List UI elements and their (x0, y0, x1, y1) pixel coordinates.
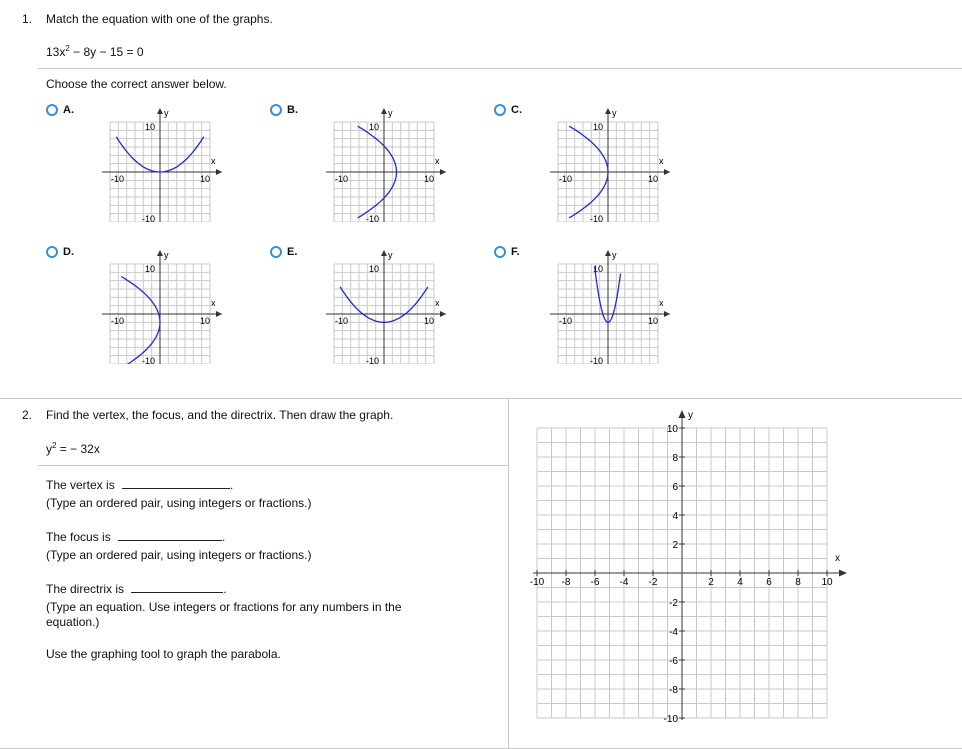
x-axis-arrow (839, 570, 847, 577)
x-tick-label: 10 (424, 174, 435, 184)
q1-eq-pre: 13x (46, 45, 66, 59)
x-axis-arrow (440, 311, 446, 317)
x-tick-label: -10 (335, 174, 349, 184)
q1-equation (46, 45, 144, 59)
x-axis-arrow (216, 169, 222, 175)
graph-tool-instruction: Use the graphing tool to graph the parabola. (46, 647, 281, 661)
x-axis-arrow (664, 169, 670, 175)
y-axis-label: y (164, 250, 169, 260)
y-axis-arrow (381, 250, 387, 256)
radio-a[interactable] (46, 104, 58, 116)
x-axis-label: x (659, 156, 664, 166)
focus-row (46, 528, 225, 544)
x-axis-label: x (835, 553, 840, 564)
x-tick-label: -10 (559, 174, 573, 184)
y-tick-label: 10 (145, 122, 156, 132)
focus-input[interactable] (118, 528, 222, 541)
y-tick-label: -6 (669, 656, 678, 667)
option-e[interactable] (270, 246, 297, 258)
x-tick-label: 2 (708, 577, 714, 588)
focus-period: . (222, 530, 226, 544)
option-a[interactable] (46, 104, 74, 116)
y-axis-label: y (164, 108, 169, 118)
y-tick-label: -8 (669, 685, 678, 696)
y-axis-arrow (605, 108, 611, 114)
x-tick-label: 10 (424, 316, 435, 326)
y-tick-label: -10 (590, 356, 604, 364)
x-tick-label: -8 (561, 577, 571, 588)
option-b-label: B. (287, 104, 298, 116)
x-tick-label: -10 (111, 174, 125, 184)
x-axis-label: x (211, 156, 216, 166)
vertex-label: The vertex is (46, 478, 115, 492)
y-tick-label: -10 (142, 356, 156, 364)
directrix-label: The directrix is (46, 582, 125, 596)
x-axis-arrow (216, 311, 222, 317)
option-b[interactable] (270, 104, 298, 116)
y-axis-label: y (612, 108, 617, 118)
q1-divider (38, 68, 962, 69)
parabola-graphing-area[interactable] (520, 406, 850, 732)
y-axis-label: y (688, 410, 693, 421)
q1-number: 1. (22, 12, 33, 26)
option-a-graph (96, 104, 228, 222)
option-f[interactable] (494, 246, 520, 258)
option-e-graph (320, 246, 452, 364)
vertex-period: . (230, 478, 234, 492)
radio-d[interactable] (46, 246, 58, 258)
y-axis-arrow (157, 250, 163, 256)
x-tick-label: 10 (648, 316, 659, 326)
q2-eq-post: = − 32x (56, 442, 100, 456)
option-d-label: D. (63, 246, 74, 258)
directrix-row (46, 580, 227, 596)
focus-hint: (Type an ordered pair, using integers or fractions.) (46, 548, 312, 562)
x-axis-label: x (659, 298, 664, 308)
radio-c[interactable] (494, 104, 506, 116)
x-tick-label: 10 (200, 174, 211, 184)
x-axis-label: x (435, 298, 440, 308)
y-tick-label: 10 (666, 424, 678, 435)
focus-label: The focus is (46, 530, 111, 544)
option-d[interactable] (46, 246, 74, 258)
y-tick-label: 10 (593, 264, 604, 274)
option-f-graph (544, 246, 676, 364)
option-d-graph (96, 246, 228, 364)
option-c-graph (544, 104, 676, 222)
q1-choose-text: Choose the correct answer below. (46, 77, 227, 91)
q1-eq-post: − 8y − 15 = 0 (69, 45, 144, 59)
y-tick-label: 10 (369, 264, 380, 274)
q2-divider (38, 465, 508, 466)
radio-f[interactable] (494, 246, 506, 258)
y-tick-label: -10 (590, 214, 604, 222)
directrix-hint-1: (Type an equation. Use integers or fractions for any numbers in the (46, 600, 402, 614)
x-axis-arrow (440, 169, 446, 175)
x-tick-label: 10 (648, 174, 659, 184)
directrix-period: . (223, 582, 227, 596)
x-tick-label: -10 (335, 316, 349, 326)
x-tick-label: -10 (529, 577, 545, 588)
y-axis-arrow (679, 410, 686, 418)
q2-vertical-divider (508, 398, 509, 749)
x-axis-label: x (211, 298, 216, 308)
y-tick-label: 6 (672, 482, 678, 493)
x-axis-label: x (435, 156, 440, 166)
option-f-label: F. (511, 246, 520, 258)
y-tick-label: 10 (593, 122, 604, 132)
x-tick-label: -2 (648, 577, 658, 588)
x-tick-label: 10 (821, 577, 833, 588)
option-c-label: C. (511, 104, 522, 116)
x-tick-label: 10 (200, 316, 211, 326)
x-axis-arrow (664, 311, 670, 317)
radio-b[interactable] (270, 104, 282, 116)
y-axis-arrow (381, 108, 387, 114)
x-tick-label: -10 (559, 316, 573, 326)
y-tick-label: -10 (142, 214, 156, 222)
option-e-label: E. (287, 246, 298, 258)
y-axis-label: y (388, 250, 393, 260)
q2-equation (46, 442, 100, 456)
y-tick-label: 4 (672, 511, 678, 522)
vertex-hint: (Type an ordered pair, using integers or fractions.) (46, 496, 312, 510)
option-c[interactable] (494, 104, 522, 116)
option-a-label: A. (63, 104, 74, 116)
y-axis-arrow (605, 250, 611, 256)
y-tick-label: -4 (669, 627, 678, 638)
y-tick-label: 10 (369, 122, 380, 132)
y-tick-label: -10 (663, 714, 678, 725)
x-tick-label: -6 (590, 577, 600, 588)
q1-eq-exp: 2 (65, 44, 70, 53)
y-tick-label: 10 (145, 264, 156, 274)
directrix-hint-2: equation.) (46, 615, 100, 629)
y-tick-label: -10 (366, 214, 380, 222)
x-tick-label: 8 (795, 577, 801, 588)
directrix-input[interactable] (131, 580, 223, 593)
y-tick-label: -2 (669, 598, 678, 609)
y-tick-label: 2 (672, 540, 678, 551)
radio-e[interactable] (270, 246, 282, 258)
q2-eq-exp: 2 (52, 441, 57, 450)
x-tick-label: 4 (737, 577, 743, 588)
q2-number: 2. (22, 408, 33, 422)
q1-prompt: Match the equation with one of the graphs. (46, 12, 273, 26)
vertex-row (46, 476, 233, 492)
y-axis-arrow (157, 108, 163, 114)
y-tick-label: -10 (366, 356, 380, 364)
x-tick-label: -10 (111, 316, 125, 326)
option-b-graph (320, 104, 452, 222)
question-divider (0, 398, 962, 399)
y-axis-label: y (388, 108, 393, 118)
q2-eq-pre: y (46, 442, 52, 456)
y-axis-label: y (612, 250, 617, 260)
x-tick-label: -4 (619, 577, 629, 588)
q2-prompt: Find the vertex, the focus, and the directrix. Then draw the graph. (46, 408, 394, 422)
x-tick-label: 6 (766, 577, 772, 588)
y-tick-label: 8 (672, 453, 678, 464)
vertex-input[interactable] (122, 476, 230, 489)
